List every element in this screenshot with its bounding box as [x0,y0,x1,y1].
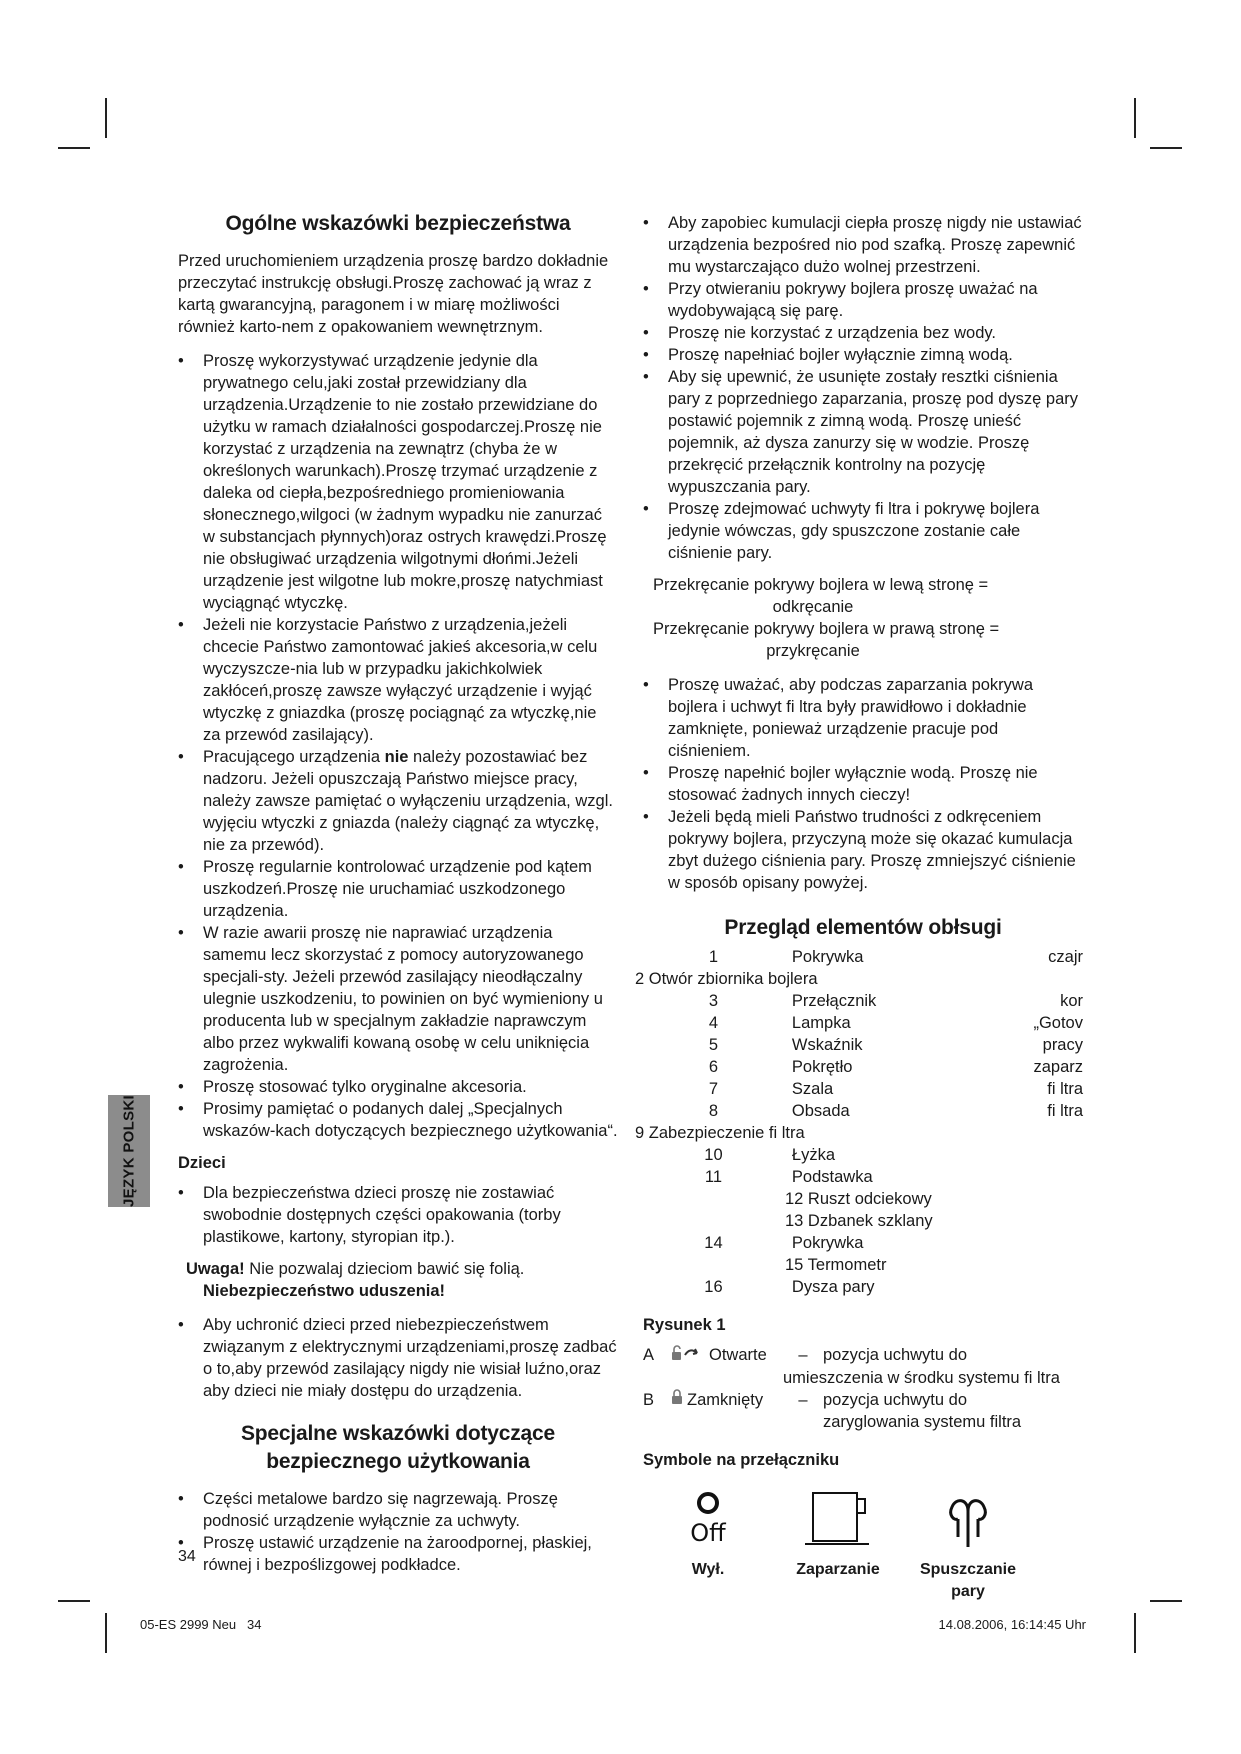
symbols-heading: Symbole na przełączniku [643,1451,840,1470]
part-extra: kor [1060,992,1083,1010]
language-side-tab [108,1095,150,1207]
part-number: 4 [708,1014,719,1032]
part-name: Lampka [791,1014,851,1032]
part-number: 3 [708,992,719,1010]
part-number: 12 Ruszt odciekowy [785,1190,932,1208]
crop-mark [1134,1613,1136,1653]
list-item: • W razie awarii proszę nie naprawiać urządzenia samemu lecz skorzystać z pomocy autoryzowanego specjali-sty. Jeżeli przewód zasilający nieodłączalny ulegnie uszkodzeniu, to powinien on być wymieniony u producenta lub w specjalnym zakładzie naprawczym albo przez wykwalifi kowaną osobę w celu uniknięcia zagrożenia. [178,922,618,1076]
twist-left-text: Przekręcanie pokrywy bojlera w lewą stronę = [653,576,989,594]
list-item: • Proszę stosować tylko oryginalne akcesoria. [178,1076,618,1098]
footer-right: 14.08.2006, 16:14:45 Uhr [938,1617,1086,1632]
twist-instructions [653,574,1083,662]
symbol-brew [773,1489,903,1603]
language-label: JĘZYK POLSKI [120,1095,138,1207]
figure-text-b2: zaryglowania systemu filtra [823,1413,1022,1432]
list-item: • Części metalowe bardzo się nagrzewają. Proszę podnosić urządzenie wyłącznie za uchwyty. [178,1488,618,1532]
list-item: • Proszę uważać, aby podczas zaparzania pokrywa bojlera i uchwyt fi ltra były prawidłowo i dokładnie zamknięte, ponieważ urządzenie pracuje pod ciśnieniem. [643,674,1083,762]
table-row [635,1012,1083,1034]
safety-list-right-2 [643,674,1083,894]
part-name: Pokrywka [791,1234,864,1252]
twist-right-text: Przekręcanie pokrywy bojlera w prawą stronę = [653,620,1000,638]
part-number: 16 [704,1278,723,1296]
crop-mark [1134,98,1136,138]
figure-row-b [643,1389,1083,1412]
twist-right-result: przykręcanie [766,642,860,660]
list-item: • Proszę ustawić urządzenie na żaroodpornej, płaskiej, równej i bezpoślizgowej podkładce. [178,1532,618,1576]
warning-label: Uwaga! [186,1260,245,1278]
part-number: 11 [704,1168,723,1186]
part-extra [1020,1276,1083,1298]
part-number: 9 Zabezpieczenie fi ltra [635,1124,805,1142]
list-item: • Dla bezpieczeństwa dzieci proszę nie zostawiać swobodnie dostępnych części opakowania (torby plastikowe, kartony, styropian itp.). [178,1182,618,1248]
twist-left-result: odkręcanie [772,598,854,616]
crop-mark [1150,1600,1182,1602]
part-number: 10 [704,1146,723,1164]
table-row [635,946,1083,968]
symbol-label-off: Wył. [691,1561,725,1579]
special-safety-heading: Specjalne wskazówki dotyczące bezpiecznego użytkowania [240,1422,555,1473]
part-name: Przełącznik [791,992,877,1010]
part-extra [1020,1122,1083,1144]
part-extra: fi ltra [1047,1080,1083,1098]
part-extra: zaparz [1033,1058,1083,1076]
crop-mark [1150,147,1182,149]
footer-left: 05-ES 2999 Neu 34 [140,1617,262,1632]
special-safety-list [178,1488,618,1576]
figure-label-a-text: Otwarte [709,1346,767,1364]
list-item: • Jeżeli nie korzystacie Państwo z urządzenia,jeżeli chcecie Państwo zamontować jakieś akcesoria,w celu wyczyszcze-nia lub w przypadku jakichkolwiek zakłóceń,proszę zawsze wyłączyć urządzenie i wyjąć wtyczkę z gniazdka (proszę pociągnąć za wtyczkę,nie za przewód zasilający). [178,614,618,746]
figure-text-a1: pozycja uchwytu do [823,1346,967,1364]
table-row [635,1078,1083,1100]
list-item: • Proszę zdejmować uchwyty fi ltra i pokrywę bojlera jedynie wówczas, gdy spuszczone zostanie całe ciśnienie pary. [643,498,1083,564]
figure-label-a [663,1344,783,1367]
figure-text-b1: pozycja uchwytu do [823,1390,967,1409]
warning-text: Nie pozwalaj dzieciom bawić się folią. [244,1260,525,1278]
symbol-label-steam: Spuszczanie pary [919,1561,1017,1601]
part-number: 7 [708,1080,719,1098]
off-icon [678,1489,738,1549]
table-row [635,1166,1083,1188]
part-name: Dysza pary [791,1278,875,1296]
table-row [635,1100,1083,1122]
page-number: 34 [178,1548,196,1565]
safety-list-right-1 [643,212,1083,564]
dash: – [798,1390,808,1409]
warning-bold: Niebezpieczeństwo uduszenia! [203,1282,446,1300]
list-item: • Proszę napełnić bojler wyłącznie wodą. Proszę nie stosować żadnych innych cieczy! [643,762,1083,806]
left-column [178,210,618,1586]
part-extra [1020,1254,1083,1276]
part-number: 6 [708,1058,719,1076]
list-item: • Aby się upewnić, że usunięte zostały resztki ciśnienia pary z poprzedniego zaparzania, proszę pod dyszę pary postawić pojemnik z zimną wodą. Proszę unieść pojemnik, aż dysza zanurzy się w wodzie. Proszę przekręcić przełącznik kontrolny na pozycję wypuszczania pary. [643,366,1083,498]
table-row [635,1122,1083,1144]
children-list [178,1182,618,1248]
table-row [635,1188,1083,1210]
crop-mark [105,98,107,138]
figure-text-a2: umieszczenia w środku systemu fi ltra [783,1368,1060,1387]
lock-icon [671,1389,683,1411]
table-row [635,1210,1083,1232]
part-number: 2 Otwór zbiornika bojlera [635,970,818,988]
svg-text:Off: Off [690,1519,726,1548]
figure-row-a [643,1344,1083,1367]
list-item: • Proszę nie korzystać z urządzenia bez wody. [643,322,1083,344]
unlock-icon [671,1345,705,1367]
list-item: • Prosimy pamiętać o podanych dalej „Specjalnych wskazów-kach dotyczących bezpiecznego użytkowania“. [178,1098,618,1142]
part-extra: czajr [1048,948,1083,966]
list-item: • Aby zapobiec kumulacji ciepła proszę nigdy nie ustawiać urządzenia bezpośred nio pod szafką. Proszę zapewnić mu wystarczająco dużo wolnej przestrzeni. [643,212,1083,278]
intro-paragraph: Przed uruchomieniem urządzenia proszę bardzo dokładnie przeczytać instrukcję obsługi.Proszę zachować ją wraz z kartą gwarancyjną, paragonem i w miarę możliwości również karto-nem z opakowaniem wewnętrznym. [178,252,609,336]
part-extra [1020,1188,1083,1210]
part-extra [1020,1232,1083,1254]
part-number: 5 [708,1036,719,1054]
list-item: • Proszę regularnie kontrolować urządzenie pod kątem uszkodzeń.Proszę nie uruchamiać uszkodzonego urządzenia. [178,856,618,922]
symbol-label-brew: Zaparzanie [796,1561,880,1579]
part-name: Łyżka [791,1146,836,1164]
table-row [635,1144,1083,1166]
part-extra: pracy [1042,1036,1083,1054]
figure-key-a: A [643,1346,655,1364]
part-number: 8 [708,1102,719,1120]
list-item: • Przy otwieraniu pokrywy bojlera proszę uważać na wydobywającą się parę. [643,278,1083,322]
table-row [635,1276,1083,1298]
part-number: 1 [708,948,719,966]
table-row [635,968,1083,990]
list-item: • Proszę napełniać bojler wyłącznie zimną wodą. [643,344,1083,366]
warning-note [178,1258,618,1302]
figure-heading: Rysunek 1 [643,1316,726,1334]
part-name: Szala [791,1080,834,1098]
symbol-steam [903,1489,1033,1603]
part-extra [1020,1210,1083,1232]
list-item: • Aby uchronić dzieci przed niebezpieczeństwem związanym z elektrycznymi urządzeniami,proszę zadbać o to,aby przewód zasilający nigdy nie wisiał luźno,oraz aby dzieci nie miały dostępu do urządzenia. [178,1314,618,1402]
part-name: Wskaźnik [791,1036,863,1054]
part-extra [1020,1144,1083,1166]
part-number: 14 [704,1234,723,1252]
crop-mark [58,147,90,149]
symbol-off [643,1489,773,1603]
parts-table [635,946,1083,1298]
parts-overview-heading: Przegląd elementów obłsugi [724,916,1002,939]
crop-mark [105,1613,107,1653]
safety-list-1 [178,350,618,1142]
table-row [635,990,1083,1012]
list-item: • Proszę wykorzystywać urządzenie jedynie dla prywatnego celu,jaki został przewidziany dla urządzenia.Urządzenie to nie zostało przewidziane do użytku w ramach działalności gospodarczej.Proszę nie korzystać z urządzenia na zewnątrz (chyba że w określonych warunkach).Proszę trzymać urządzenie z daleka od ciepła,bezpośredniego promieniowania słonecznego,wilgoci (w żadnym wypadku nie zanurzać w substancjach płynnych)oraz ostrych krawędzi.Proszę nie obsługiwać urządzenia wilgotnymi dłońmi.Jeżeli urządzenie jest wilgotne lub mokre,proszę natychmiast wyciągnąć wtyczkę. [178,350,618,614]
emphasis-text: nie [384,748,409,766]
part-name: Obsada [791,1102,850,1120]
part-extra: fi ltra [1047,1102,1083,1120]
general-safety-heading: Ogólne wskazówki bezpieczeństwa [225,212,571,235]
part-extra [1020,1166,1083,1188]
table-row [635,1232,1083,1254]
part-extra: „Gotov [1033,1014,1083,1032]
part-name: Pokrywka [791,948,864,966]
steam-icon [938,1489,998,1549]
part-name: Pokrętło [791,1058,853,1076]
table-row [635,1034,1083,1056]
cup-icon [803,1489,873,1549]
figure-key-b: B [643,1390,655,1409]
text-span: Pracującego urządzenia [203,748,385,766]
children-heading: Dzieci [178,1154,226,1172]
text-span: należy pozostawiać bez nadzoru. Jeżeli opuszczają Państwo miejsce pracy, należy zawsze pamiętać o wyłączeniu urządzenia, wzgl. wyjęciu wtyczki z gniazda (należy ciągnąć za wtyczkę, nie za przewód). [203,748,613,854]
table-row [635,1056,1083,1078]
dash: – [798,1346,808,1364]
list-item-unattended [178,746,618,856]
table-row [635,1254,1083,1276]
switch-symbols [643,1489,1033,1603]
crop-mark [58,1600,90,1602]
part-extra [1020,968,1083,990]
right-column [635,210,1083,1603]
figure-label-b [663,1389,783,1412]
part-number: 15 Termometr [785,1256,887,1274]
figure-label-b-text: Zamknięty [687,1390,764,1409]
part-number: 13 Dzbanek szklany [785,1212,933,1230]
list-item: • Jeżeli będą mieli Państwo trudności z odkręceniem pokrywy bojlera, przyczyną może się okazać kumulacja zbyt dużego ciśnienia pary. Proszę zmniejszyć ciśnienie w sposób opisany powyżej. [643,806,1083,894]
children-list-2 [178,1314,618,1402]
part-name: Podstawka [791,1168,873,1186]
